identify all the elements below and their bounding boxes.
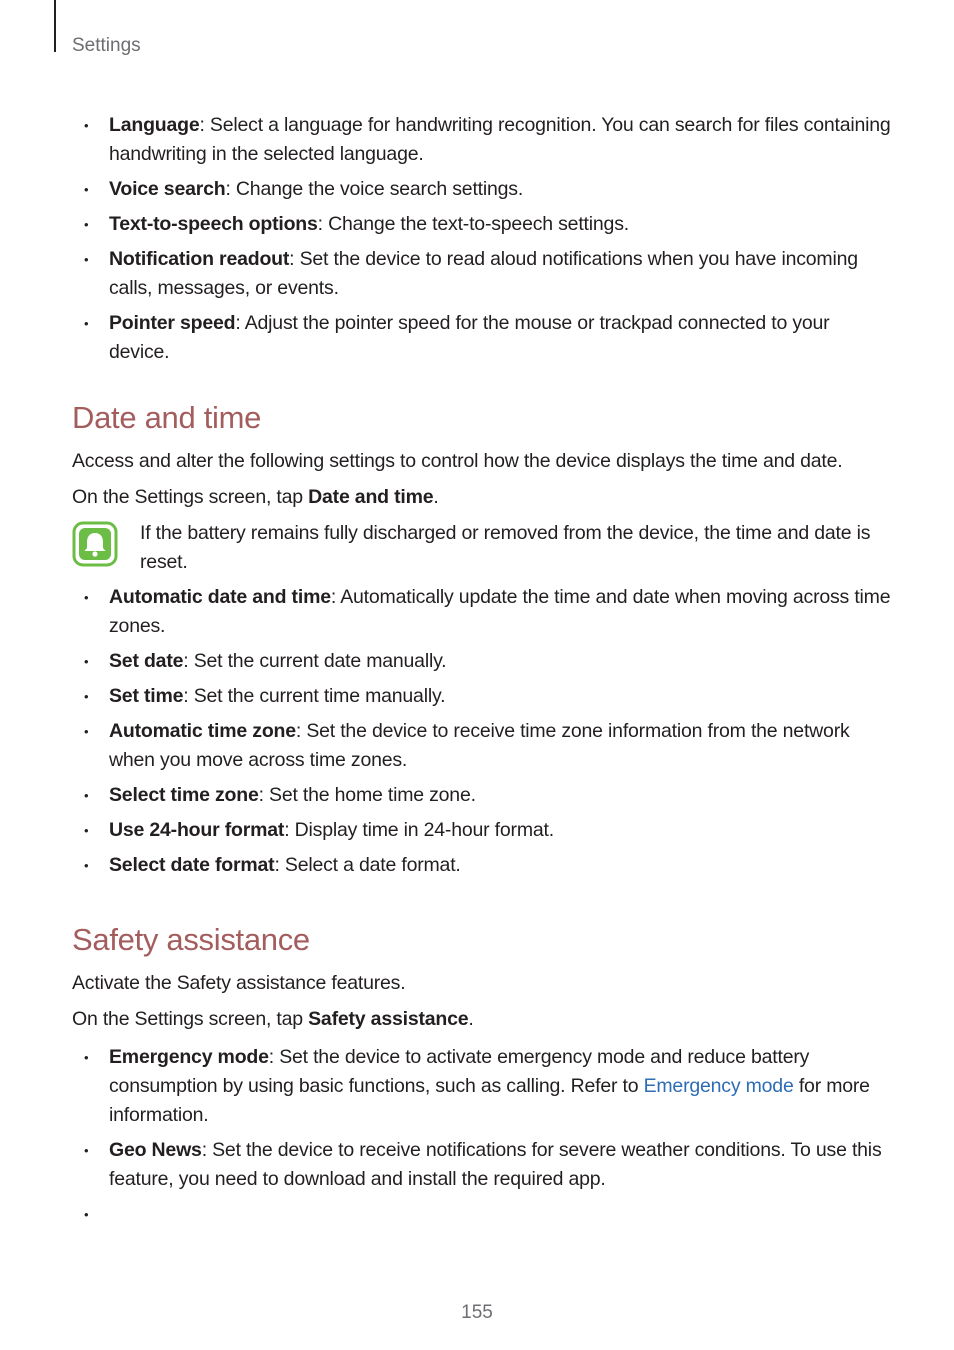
safety-instruction: On the Settings screen, tap Safety assistance.: [72, 1008, 474, 1030]
header-label: Settings: [72, 35, 141, 56]
list-item: • Text-to-speech options: Change the text-to-speech settings.: [72, 210, 892, 239]
list-item: • Set date: Set the current date manually.: [72, 647, 892, 676]
date-time-title: Date and time: [72, 400, 262, 435]
list-item: • Language: Select a language for handwriting recognition. You can search for files containing handwriting in the selected language.: [72, 111, 892, 169]
list-item: • Use 24-hour format: Display time in 24-hour format.: [72, 816, 892, 845]
list-item: • Set time: Set the current time manually.: [72, 682, 892, 711]
emergency-mode-link[interactable]: Emergency mode: [643, 1075, 794, 1097]
note-text: If the battery remains fully discharged or removed from the device, the time and date is reset.: [140, 522, 871, 573]
safety-section: [72, 921, 892, 1235]
date-time-bullet-list: [72, 583, 892, 880]
list-item: • Automatic time zone: Set the device to receive time zone information from the network when you move across time zones.: [72, 717, 892, 775]
list-item: • Automatic date and time: Automatically update the time and date when moving across time zones.: [72, 583, 892, 641]
date-time-description: Access and alter the following settings to control how the device displays the time and date.: [72, 450, 843, 472]
list-item: • Select time zone: Set the home time zone.: [72, 781, 892, 810]
list-item: • Select date format: Select a date format.: [72, 851, 892, 880]
list-item: • Voice search: Change the voice search settings.: [72, 175, 892, 204]
safety-description: Activate the Safety assistance features.: [72, 972, 406, 994]
safety-bullet-list: [72, 1043, 892, 1229]
intro-bullet-list: [72, 111, 892, 373]
bell-notice-icon: [72, 521, 118, 567]
list-item: [72, 1200, 892, 1229]
header-rule: [54, 0, 56, 52]
list-item: • Emergency mode: Set the device to activate emergency mode and reduce battery consumption by using basic functions, such as calling. Refer to Emergency mode for more information.: [72, 1043, 892, 1130]
date-time-note: [72, 519, 892, 577]
list-item: • Pointer speed: Adjust the pointer speed for the mouse or trackpad connected to your device.: [72, 309, 892, 367]
date-time-section: [72, 399, 892, 886]
list-item: • Notification readout: Set the device to read aloud notifications when you have incoming calls, messages, or events.: [72, 245, 892, 303]
safety-title: Safety assistance: [72, 922, 310, 957]
list-item: • Geo News: Set the device to receive notifications for severe weather conditions. To use this feature, you need to download and install the required app.: [72, 1136, 892, 1194]
page-number: 155: [461, 1302, 493, 1323]
date-time-instruction: On the Settings screen, tap Date and time.: [72, 486, 439, 508]
